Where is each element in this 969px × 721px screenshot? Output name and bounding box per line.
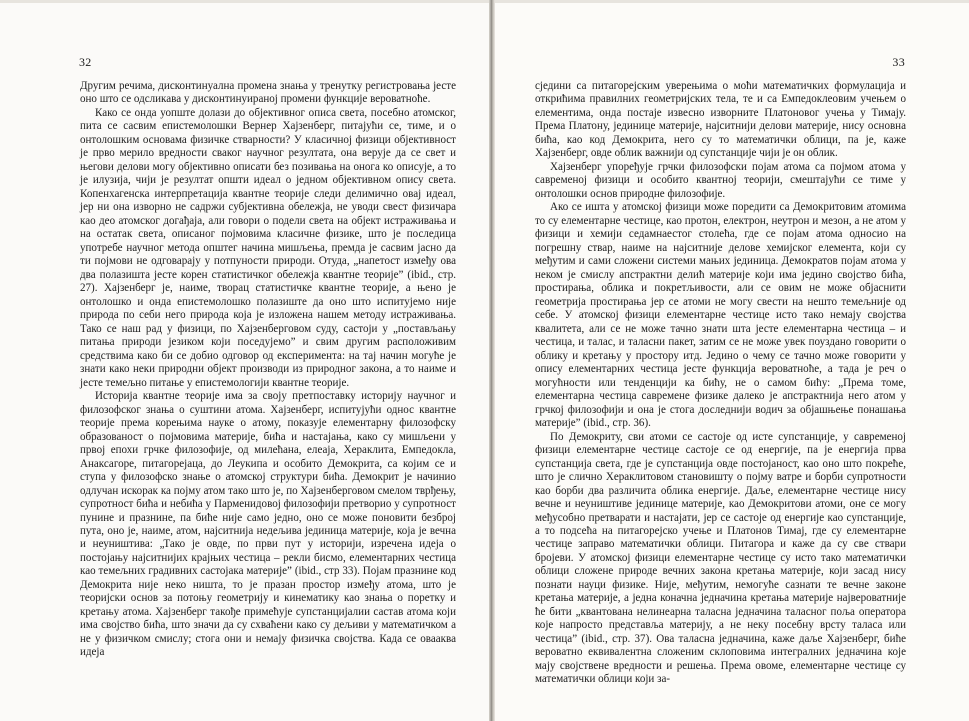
paragraph: Ако се ишта у атомској физици може поредити са Демокритовим атомима то су елементарне честице, као протон, електрон, неутрон и мезон, а не атом у физици и хемији седамнаестог столећа, где се појам атома односио на погрешну ствар, наиме на најситније делове хемијског елемента, који су међутим и сами сложени системи мањих јединица. Демократов појам атома у неком је смислу апстрактни делић материје који има једино својство бића, простирања, облика и покретљивости, али се овим не може објаснити геометрија простирања јер се атоми не могу свести на нешто темељније од себе. У атомској физици елементарне честице исто тако немају својства квалитета, али се не може тачно знати шта јесте елементарна честица – и честица, и талас, и таласни пакет, затим се не може увек поуздано говорити о облику и кретању у простору итд. Једино о чему се тачно може говорити у опису елементарних честица јесте функција вероватноће, а тада је реч о могућности или тенденцији ка бићу, не о самом бићу: „Према томе, елементарна честица савремене физике далеко је апстрактнија него атом у грчкој филозофији и она је стога доследнији водич за објашњење понашања материје” (ibid., стр. 36).	[535, 201, 906, 430]
page-edge	[0, 0, 491, 3]
page-number: 33	[892, 55, 905, 69]
page-number: 32	[79, 55, 92, 69]
paragraph: Хајзенберг упоређује грчки филозофски појам атома са појмом атома у савременој физици и особито квантној теорији, смештајући се тиме у онтолошки основ природне филозофије.	[535, 160, 906, 200]
right-page	[491, 0, 969, 721]
paragraph: Како се онда уопште долази до објективног описа света, посебно атомског, пита се сасвим епистемолошки Вернер Хајзенберг, питајући се, тиме, и о онтолошким основама физичке стварности? У класичној физици објективност је прво мерило вредности сваког научног резултата, она верује да се свет и његови делови могу објективно описати без позивања на онога ко описује, а то је илузија, чији је резултат општи идеал о једном објективном опису света. Копенхагенска интерпретација квантне теорије следи делимично овај идеал, јер ни она изворно не садржи субјективна обележја, не уводи свест физичара као део атомског догађаја, али говори о подели света на објект истраживања и на остатак света, описаног појмовима класичне физике, што је последица употребе научног метода општег начина мишљења, премда је сасвим јасно да ти појмови не одговарају у потпуности природи. Отуда, „напетост између ова два полазишта јесте корен статистичког обележја квантне теорије” (ibid., стр. 27). Хајзенберг је, наиме, творац статистичке квантне теорије, а њено је онтолошко и онда епистемолошко полазиште да оно што испитујемо није природа по себи него природа која је изложена нашем методу истраживања. Тако се наш рад у физици, по Хајзенберговом суду, састоји у „постављању питања природи језиком који поседујемо” и свим другим расположивим средствима како би се добио одговор од експеримента: на тај начин могуће је знати како неки природни објект производи из природног закона, а то наиме и јесте темељно питање у епистемологији квантне теорије.	[80, 106, 456, 389]
paragraph: Другим речима, дисконтинуална промена знања у тренутку регистровања јесте оно што се одсликава у дисконтинуираној промени функције вероватноће.	[80, 80, 456, 106]
left-page-text	[80, 80, 456, 660]
paragraph: Историја квантне теорије има за своју претпоставку историју научног и филозофског знања о суштини атома. Хајзенберг, испитујући однос квантне теорије према корењима науке о атому, показује елементарну филозофску образованост о појмовима материје, бића и настајања, како су мишљени у првој епохи грчке филозофије, од милећана, елеаја, Хераклита, Емпедокла, Анаксагоре, питагорејаца, до Леукипа и особито Демокрита, са којим се и ступа у филозофско знање о атомској структури бића. Демокрит је начинио одлучан искорак ка појму атом тако што је, по Хајзенберговом смелом тврђењу, супротност бића и небића у Парменидовој филозофији претворио у супротност пунине и празнине, па биће није само једно, оно се може поновити безброј пута, оно је, наиме, атом, најситнија недељива јединица материје, која је вечна и неуништива: „Тако је овде, по први пут у историји, изречена идеја о постојању најситнијих крајњих честица – рекли бисмо, елементарних честица као темељних градивних састојака материје” (ibid., стр 33). Појам празнине код Демокрита није неко ништа, то је празан простор између атома, што је теоријски основ за потоњу геометрију и кинематику као знања о поретку и кретању атома. Хајзенберг такође примећује супстанцијалии састав атома који има својство бића, што значи да су схваћени како су дељиви у математичком а не у физичком смислу; стога они и немају физичка својства. Када се овааква идеја	[80, 390, 456, 659]
right-page-text	[535, 80, 906, 687]
book-gutter	[489, 0, 495, 721]
page-edge	[491, 0, 969, 3]
paragraph: сједини са питагорејским уверењима о моћи математичких формулација и открићима правилних геометријских тела, те и са Емпедоклеовим учењем о елементима, онда постаје извесно изворните Платоновог учења у Тимају. Према Платону, јединице материје, најситнији делови материје, нису основна бића, као код Демокрита, него су то математички облици, па је, каже Хајзенберг, овде облик важнији од супстанције чији је он облик.	[535, 80, 906, 160]
paragraph: По Демокриту, сви атоми се састоје од исте супстанције, у савременој физици елементарне честице састоје се од енергије, па је енергија прва супстанција света, где је супстанција овде постојаност, као оно што покреће, што је слично Хераклитовом становишту о појму ватре и борби супротности као борби два различита облика енергије. Даље, елементарне честице нису вечне и неуништиве јединице материје, као Демокритови атоми, оне се могу међусобно претварати и настајати, јер се састоје од енергије као супстанције, а то подсећа на питагорејско учење и Платонов Тимај, где су елементарне честице заправо математички облици. Питагора и каже да су све ствари бројеви. У атомској физици елементарне честице су исто тако математички облици сложене природе вечних закона кретања материје, који засад нису познати науци физике. Није, међутим, немогуће сазнати те вечне законе кретања материје, а једна коначна једначина кретања материје највероватније ће бити „квантована нелинеарна таласна једначина таласног поља оператора које напросто представља материју, а не неку посебну врсту таласа или честица” (ibid., стр. 37). Ова таласна једначина, каже даље Хајзенберг, биће веровaтно еквивалентна сложеним склоповима интегралних једначина које мају својствене вредности и решења. Према овоме, елементарне честице су математички облици који за-	[535, 430, 906, 686]
